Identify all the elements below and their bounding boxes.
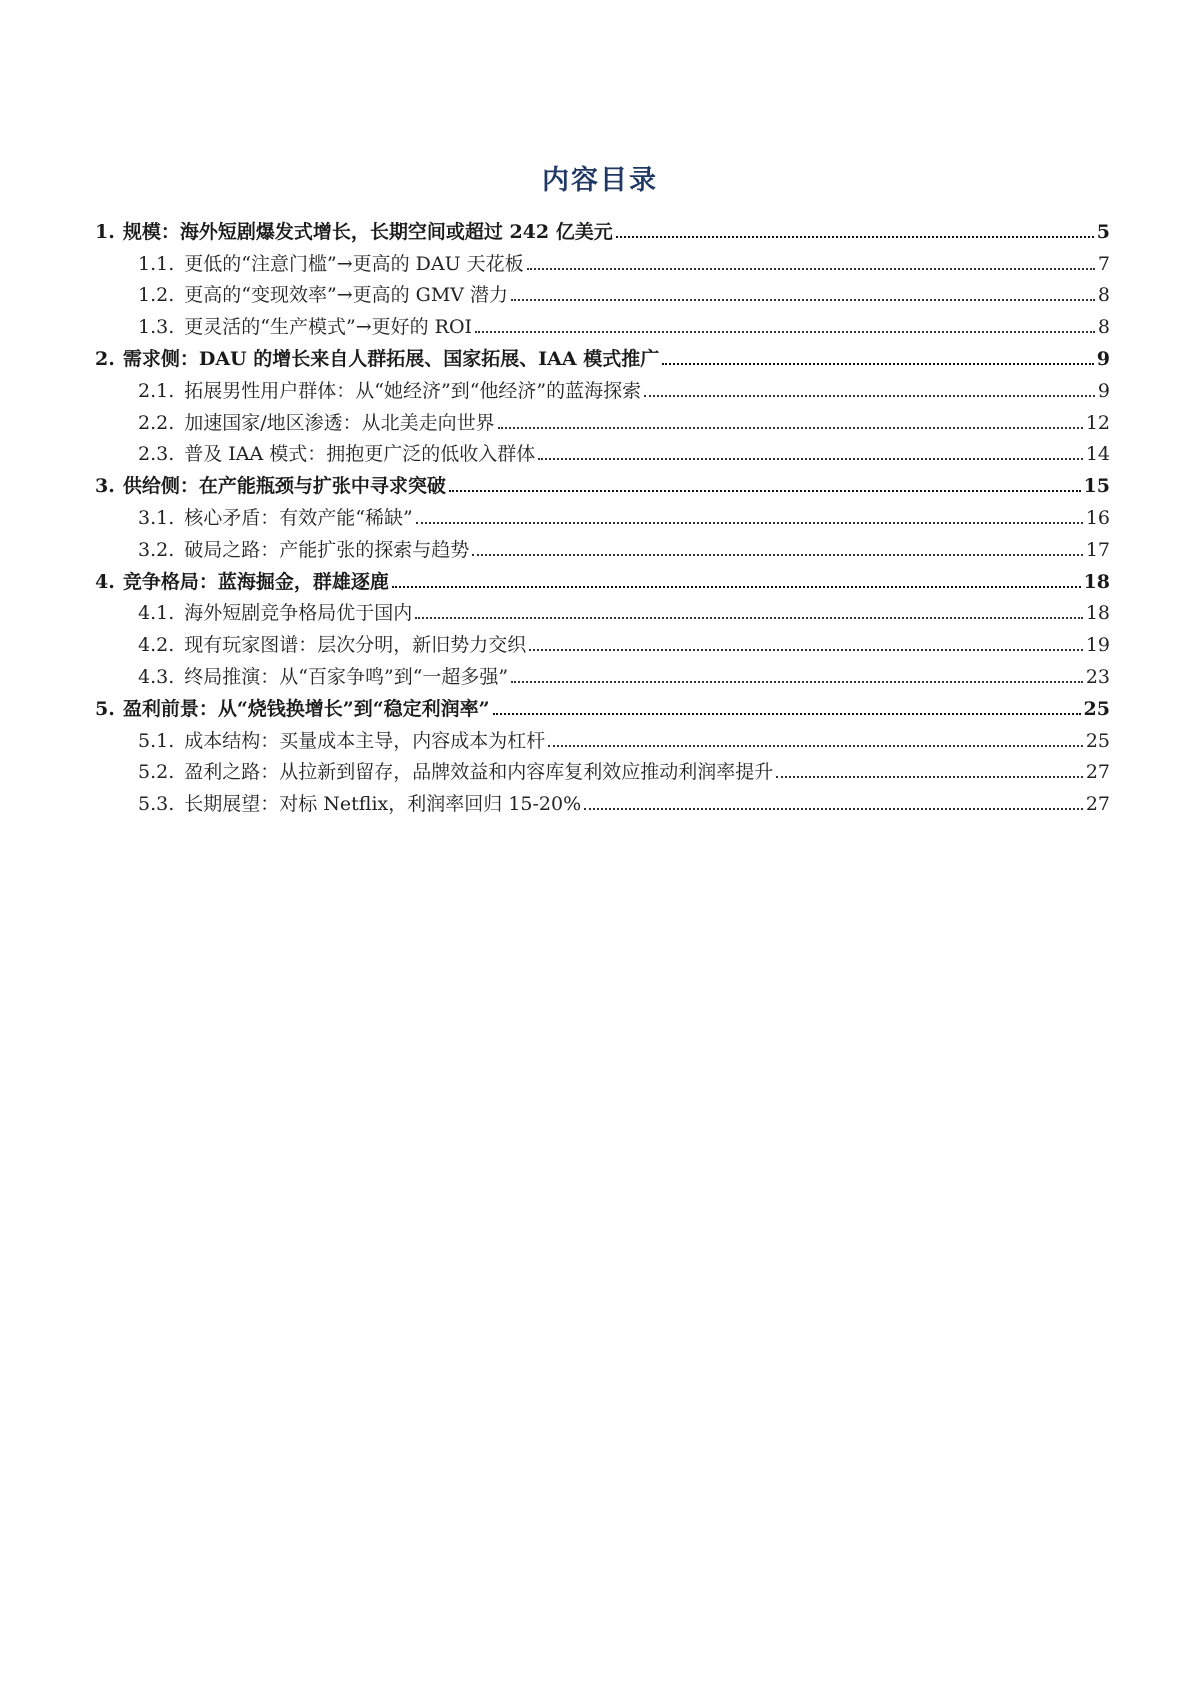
toc-entry-text: 供给侧：在产能瓶颈与扩张中寻求突破 (122, 475, 446, 498)
toc-entry-page: 9 (1097, 379, 1110, 402)
dot-leader (472, 554, 1083, 556)
toc-entry-number: 2. (95, 347, 115, 370)
toc-entry-number: 5.1. (138, 729, 175, 752)
toc-entry-5-2[interactable] (95, 751, 1110, 783)
toc-entry-text: 规模：海外短剧爆发式增长，长期空间或超过 242 亿美元 (122, 220, 613, 243)
toc-entry-number: 3.2. (138, 538, 175, 561)
toc-entry-page: 8 (1097, 316, 1110, 339)
toc-entry-page: 16 (1085, 506, 1110, 529)
toc-entry-text: 海外短剧竞争格局优于国内 (184, 602, 413, 625)
toc-entry-2-1[interactable] (95, 369, 1110, 401)
toc-entry-3-1[interactable] (95, 496, 1110, 528)
toc-entry-number: 4.1. (138, 602, 175, 625)
toc-entry-3-2[interactable] (95, 528, 1110, 560)
toc-entry-5-1[interactable] (95, 719, 1110, 751)
toc-entry-1[interactable] (95, 210, 1110, 242)
toc-entry-4-2[interactable] (95, 623, 1110, 655)
dot-leader (662, 363, 1094, 365)
dot-leader (776, 776, 1083, 778)
dot-leader (616, 236, 1094, 238)
toc-entry-text: 拓展男性用户群体：从“她经济”到“他经济”的蓝海探索 (184, 379, 642, 402)
toc-entry-page: 7 (1097, 252, 1110, 275)
table-of-contents (95, 210, 1110, 814)
toc-entry-number: 5.3. (138, 793, 175, 816)
toc-entry-5-3[interactable] (95, 782, 1110, 814)
toc-entry-text: 需求侧：DAU 的增长来自人群拓展、国家拓展、IAA 模式推广 (122, 347, 660, 370)
toc-entry-number: 4.2. (138, 634, 175, 657)
toc-entry-number: 4. (95, 570, 115, 593)
dot-leader (493, 713, 1081, 715)
toc-entry-4[interactable] (95, 560, 1110, 592)
toc-entry-number: 1.1. (138, 252, 175, 275)
dot-leader (511, 681, 1083, 683)
toc-entry-page: 9 (1096, 347, 1110, 370)
toc-entry-number: 2.3. (138, 443, 175, 466)
toc-entry-text: 盈利前景：从“烧钱换增长”到“稳定利润率” (122, 697, 490, 720)
dot-leader (498, 427, 1083, 429)
toc-entry-text: 加速国家/地区渗透：从北美走向世界 (184, 411, 495, 434)
toc-entry-2[interactable] (95, 337, 1110, 369)
dot-leader (584, 808, 1083, 810)
dot-leader (538, 458, 1083, 460)
toc-entry-page: 14 (1085, 443, 1110, 466)
toc-entry-page: 8 (1097, 284, 1110, 307)
toc-entry-text: 现有玩家图谱：层次分明，新旧势力交织 (184, 634, 527, 657)
toc-entry-page: 19 (1085, 634, 1110, 657)
toc-entry-number: 1.3. (138, 316, 175, 339)
toc-entry-text: 普及 IAA 模式：拥抱更广泛的低收入群体 (184, 443, 536, 466)
toc-entry-number: 4.3. (138, 665, 175, 688)
dot-leader (392, 586, 1081, 588)
toc-entry-number: 5. (95, 697, 115, 720)
toc-entry-number: 2.1. (138, 379, 175, 402)
toc-entry-page: 17 (1085, 538, 1110, 561)
dot-leader (511, 299, 1095, 301)
dot-leader (475, 331, 1095, 333)
toc-title: 内容目录 (542, 165, 658, 196)
dot-leader (644, 395, 1095, 397)
dot-leader (415, 617, 1083, 619)
dot-leader (416, 522, 1083, 524)
toc-entry-text: 更高的“变现效率”→更高的 GMV 潜力 (184, 284, 509, 307)
toc-entry-3[interactable] (95, 464, 1110, 496)
toc-entry-page: 27 (1085, 793, 1110, 816)
toc-entry-page: 18 (1085, 602, 1110, 625)
toc-entry-2-3[interactable] (95, 433, 1110, 465)
toc-entry-2-2[interactable] (95, 401, 1110, 433)
toc-entry-page: 25 (1085, 729, 1110, 752)
toc-entry-text: 盈利之路：从拉新到留存，品牌效益和内容库复利效应推动利润率提升 (184, 761, 774, 784)
toc-entry-text: 更低的“注意门槛”→更高的 DAU 天花板 (184, 252, 524, 275)
toc-entry-page: 12 (1085, 411, 1110, 434)
toc-entry-number: 1. (95, 220, 115, 243)
toc-entry-text: 核心矛盾：有效产能“稀缺” (184, 506, 413, 529)
toc-entry-number: 1.2. (138, 284, 175, 307)
dot-leader (527, 268, 1095, 270)
toc-entry-page: 5 (1096, 220, 1110, 243)
toc-entry-1-3[interactable] (95, 305, 1110, 337)
toc-entry-page: 18 (1083, 570, 1110, 593)
toc-entry-1-2[interactable] (95, 274, 1110, 306)
toc-entry-text: 成本结构：买量成本主导，内容成本为杠杆 (184, 729, 546, 752)
toc-entry-page: 15 (1083, 475, 1110, 498)
toc-entry-text: 竞争格局：蓝海掘金，群雄逐鹿 (122, 570, 389, 593)
toc-entry-page: 27 (1085, 761, 1110, 784)
toc-entry-text: 破局之路：产能扩张的探索与趋势 (184, 538, 470, 561)
toc-entry-1-1[interactable] (95, 242, 1110, 274)
toc-entry-number: 3.1. (138, 506, 175, 529)
toc-entry-number: 2.2. (138, 411, 175, 434)
toc-entry-page: 25 (1083, 697, 1110, 720)
toc-entry-text: 长期展望：对标 Netflix，利润率回归 15-20% (184, 793, 582, 816)
toc-entry-4-3[interactable] (95, 655, 1110, 687)
toc-entry-number: 3. (95, 475, 115, 498)
dot-leader (548, 745, 1083, 747)
dot-leader (449, 490, 1081, 492)
toc-entry-text: 更灵活的“生产模式”→更好的 ROI (184, 316, 473, 339)
dot-leader (529, 649, 1083, 651)
toc-entry-5[interactable] (95, 687, 1110, 719)
toc-entry-number: 5.2. (138, 761, 175, 784)
toc-entry-4-1[interactable] (95, 592, 1110, 624)
toc-entry-text: 终局推演：从“百家争鸣”到“一超多强” (184, 665, 509, 688)
toc-entry-page: 23 (1085, 665, 1110, 688)
